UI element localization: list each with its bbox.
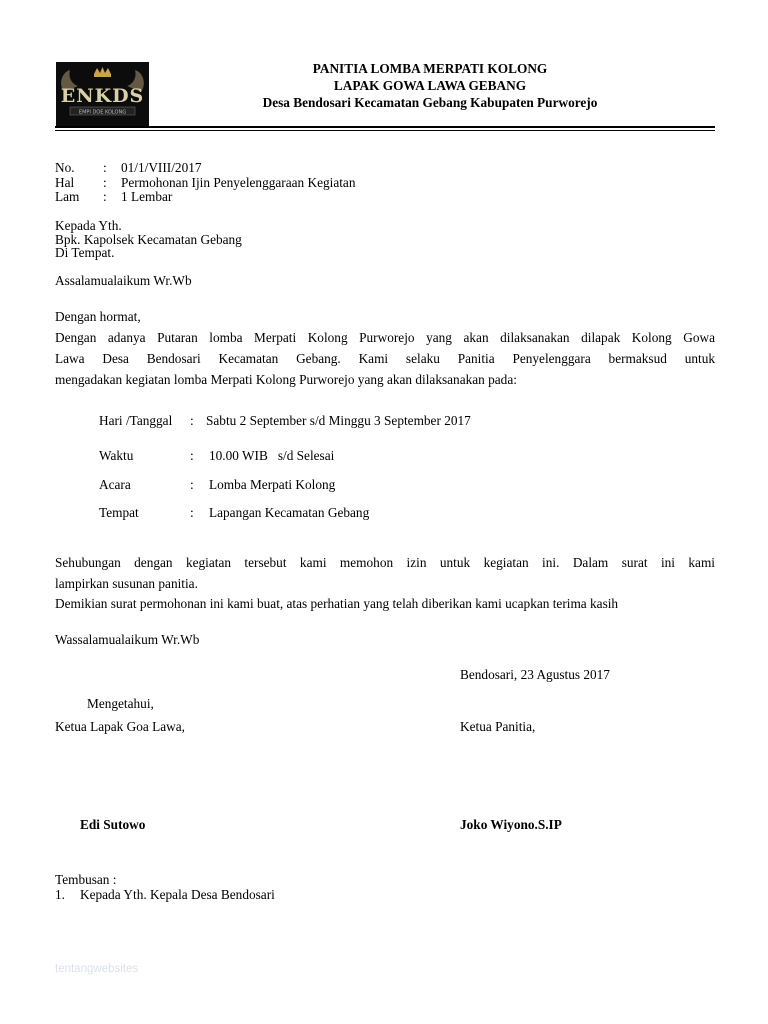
closing-paragraph: Demikian surat permohonan ini kami buat, atas perhatian yang telah diberikan kami ucapkan terima kasih: [55, 596, 619, 611]
copies-title: Tembusan :: [55, 872, 117, 887]
right-signatory-role: Ketua Panitia,: [460, 719, 536, 734]
detail-value: Lomba Merpati Kolong: [209, 477, 336, 492]
detail-value: 10.00 WIB s/d Selesai: [209, 448, 335, 463]
svg-text:ENKDS: ENKDS: [60, 85, 145, 107]
detail-sep: :: [190, 413, 194, 428]
detail-key: Acara: [99, 477, 131, 492]
paragraph-line: mengadakan kegiatan lomba Merpati Kolong Purworejo yang akan dilaksanakan pada:: [55, 372, 517, 387]
logo-emblem-icon: [56, 62, 149, 126]
watermark-text: tentangwebsites: [55, 963, 139, 975]
meta-sep: :: [103, 160, 107, 175]
detail-key: Hari /Tanggal: [99, 413, 173, 428]
detail-value: Lapangan Kecamatan Gebang: [209, 505, 370, 520]
paragraph-line: Lawa Desa Bendosari Kecamatan Gebang. Kami selaku Panitia Penyelenggara bermaksud untuk: [55, 351, 715, 366]
place-and-date: Bendosari, 23 Agustus 2017: [460, 667, 610, 682]
meta-key: Lam: [55, 189, 80, 204]
recipient-line: Bpk. Kapolsek Kecamatan Gebang: [55, 232, 242, 247]
organization-logo: [56, 62, 149, 126]
detail-key: Waktu: [99, 448, 134, 463]
detail-key: Tempat: [99, 505, 139, 520]
copies-item-number: 1.: [55, 887, 65, 902]
paragraph-line: Sehubungan dengan kegiatan tersebut kami memohon izin untuk kegiatan ini. Dalam surat ini kami: [55, 555, 715, 570]
left-signatory-name: Edi Sutowo: [80, 817, 146, 832]
meta-key: Hal: [55, 175, 75, 190]
header-rule-thin: [55, 130, 715, 131]
detail-sep: :: [190, 448, 194, 463]
recipient-line: Kepada Yth.: [55, 218, 122, 233]
right-signatory-name: Joko Wiyono.S.IP: [460, 817, 562, 832]
recipient-line: Di Tempat.: [55, 245, 115, 260]
detail-value: Sabtu 2 September s/d Minggu 3 September 2017: [206, 413, 471, 428]
closing-salutation: Wassalamualaikum Wr.Wb: [55, 632, 200, 647]
svg-text:EMPI DOE KOLONG: EMPI DOE KOLONG: [78, 109, 127, 116]
acknowledged-label: Mengetahui,: [87, 696, 154, 711]
header-venue-name: LAPAK GOWA LAWA GEBANG: [333, 78, 527, 93]
meta-value: 01/1/VIII/2017: [121, 160, 202, 175]
left-signatory-role: Ketua Lapak Goa Lawa,: [55, 719, 185, 734]
opening-salutation: Assalamualaikum Wr.Wb: [55, 273, 192, 288]
header-org-name: PANITIA LOMBA MERPATI KOLONG: [312, 61, 548, 76]
header-rule-thick: [55, 126, 715, 128]
paragraph-line: lampirkan susunan panitia.: [55, 576, 198, 591]
detail-sep: :: [190, 505, 194, 520]
greeting: Dengan hormat,: [55, 309, 141, 324]
copies-item-text: Kepada Yth. Kepala Desa Bendosari: [80, 887, 275, 902]
meta-sep: :: [103, 189, 107, 204]
meta-sep: :: [103, 175, 107, 190]
meta-value: 1 Lembar: [121, 189, 173, 204]
meta-value: Permohonan Ijin Penyelenggaraan Kegiatan: [121, 175, 356, 190]
meta-key: No.: [55, 160, 75, 175]
detail-sep: :: [190, 477, 194, 492]
header-address: Desa Bendosari Kecamatan Gebang Kabupaten Purworejo: [262, 95, 598, 110]
paragraph-line: Dengan adanya Putaran lomba Merpati Kolong Purworejo yang akan dilaksanakan dilapak Kolong Gowa: [55, 330, 715, 345]
